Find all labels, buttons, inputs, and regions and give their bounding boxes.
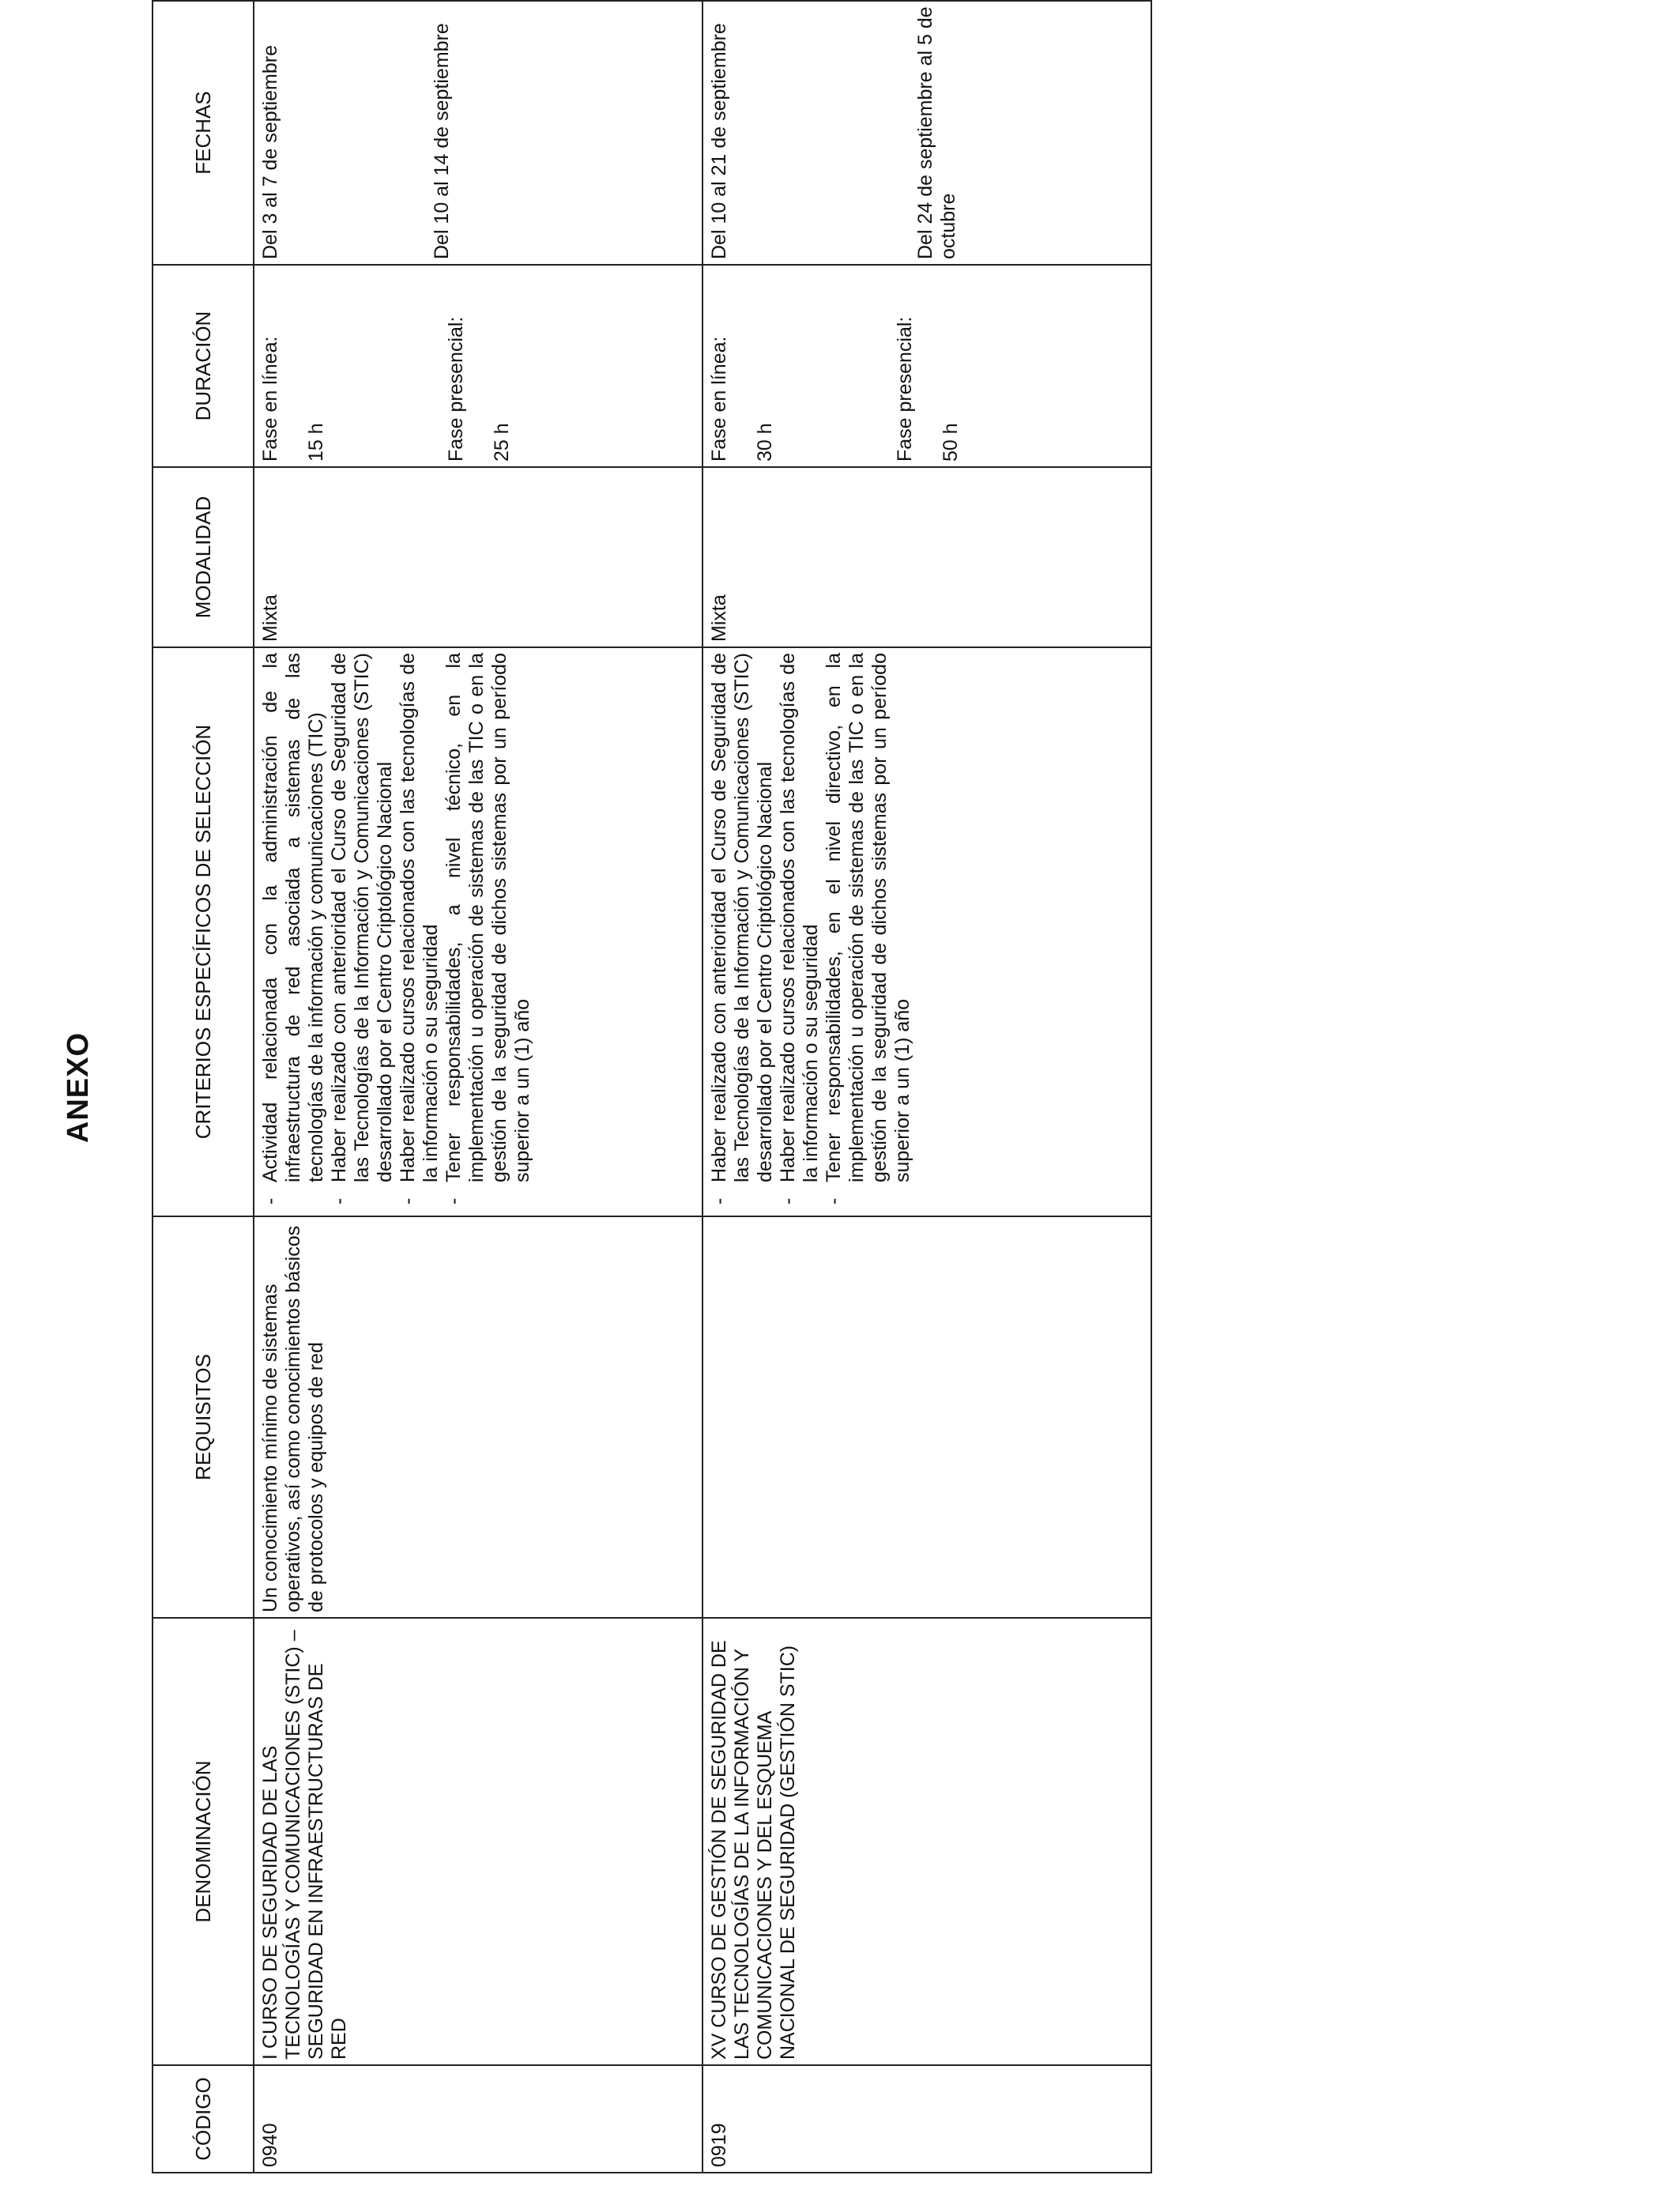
courses-table bbox=[152, 0, 1152, 2173]
header-requisitos: REQUISITOS bbox=[153, 1216, 254, 1618]
table-row bbox=[254, 1, 703, 2173]
duration-online-hours: 15 h bbox=[305, 423, 327, 462]
table-row bbox=[703, 1, 1151, 2173]
criteria-item: - Actividad relacionada con la administración de la infraestructura de red asociada a sistemas de las tecnologías de la información y comunicaciones (TIC) bbox=[259, 653, 327, 1204]
duration-online-label: Fase en línea: bbox=[708, 336, 730, 462]
criteria-item: - Haber realizado cursos relacionados con las tecnologías de la información o su seguridad bbox=[397, 653, 442, 1204]
criteria-item: - Tener responsabilidades, en el nivel directivo, en la implementación u operación de sistemas de las TIC o en la gestión de la seguridad de dichos sistemas por un período superior a un (1) año bbox=[823, 653, 913, 1204]
dates-online: Del 3 al 7 de septiembre bbox=[259, 45, 281, 259]
duration-presencial-hours: 25 h bbox=[491, 423, 513, 462]
dates-presencial: Del 24 de septiembre al 5 de octubre bbox=[914, 6, 959, 259]
page-title: ANEXO bbox=[62, 1031, 95, 1144]
cell-modalidad: Mixta bbox=[254, 467, 703, 647]
dates-online: Del 10 al 21 de septiembre bbox=[708, 23, 730, 259]
cell-requisitos: Un conocimiento mínimo de sistemas operativos, así como conocimientos básicos de protocolos y equipos de red bbox=[254, 1216, 703, 1618]
duration-online-hours: 30 h bbox=[754, 423, 776, 462]
duration-online-label: Fase en línea: bbox=[259, 336, 281, 462]
cell-fechas bbox=[254, 1, 703, 265]
header-duracion: DURACIÓN bbox=[153, 265, 254, 467]
duration-presencial-hours: 50 h bbox=[940, 423, 962, 462]
dates-presencial: Del 10 al 14 de septiembre bbox=[431, 23, 453, 259]
table-header-row bbox=[153, 1, 254, 2173]
header-criterios: CRITERIOS ESPECÍFICOS DE SELECCIÓN bbox=[153, 647, 254, 1216]
header-fechas: FECHAS bbox=[153, 1, 254, 265]
criteria-item: - Haber realizado con anterioridad el Curso de Seguridad de las Tecnologías de la Información y Comunicaciones (STIC) desarrollado por el Centro Criptológico Nacional bbox=[328, 653, 396, 1204]
cell-codigo: 0940 bbox=[254, 2065, 703, 2173]
criteria-item: - Haber realizado con anterioridad el Curso de Seguridad de las Tecnologías de la Información y Comunicaciones (STIC) desarrollado por el Centro Criptológico Nacional bbox=[708, 653, 776, 1204]
header-modalidad: MODALIDAD bbox=[153, 467, 254, 647]
criteria-list bbox=[708, 653, 914, 1211]
cell-modalidad: Mixta bbox=[703, 467, 1151, 647]
duration-presencial-label: Fase presencial: bbox=[894, 316, 916, 462]
cell-criterios bbox=[703, 647, 1151, 1216]
cell-codigo: 0919 bbox=[703, 2065, 1151, 2173]
criteria-list bbox=[259, 653, 534, 1211]
cell-duracion bbox=[254, 265, 703, 467]
criteria-item: - Tener responsabilidades, a nivel técnico, en la implementación u operación de sistemas de las TIC o en la gestión de la seguridad de dichos sistemas por un período superior a un (1) año bbox=[443, 653, 533, 1204]
cell-fechas bbox=[703, 1, 1151, 265]
cell-duracion bbox=[703, 265, 1151, 467]
header-denominacion: DENOMINACIÓN bbox=[153, 1618, 254, 2065]
cell-criterios bbox=[254, 647, 703, 1216]
duration-presencial-label: Fase presencial: bbox=[445, 316, 467, 462]
cell-denominacion: I CURSO DE SEGURIDAD DE LAS TECNOLOGÍAS Y COMUNICACIONES (STIC) – SEGURIDAD EN INFRAESTRUCTURAS DE RED bbox=[254, 1618, 703, 2065]
header-codigo: CÓDIGO bbox=[153, 2065, 254, 2173]
cell-requisitos bbox=[703, 1216, 1151, 1618]
criteria-item: - Haber realizado cursos relacionados con las tecnologías de la información o su seguridad bbox=[777, 653, 822, 1204]
cell-denominacion: XV CURSO DE GESTIÓN DE SEGURIDAD DE LAS TECNOLOGÍAS DE LA INFORMACIÓN Y COMUNICACIONES Y DEL ESQUEMA NACIONAL DE SEGURIDAD (GESTIÓN STIC) bbox=[703, 1618, 1151, 2065]
